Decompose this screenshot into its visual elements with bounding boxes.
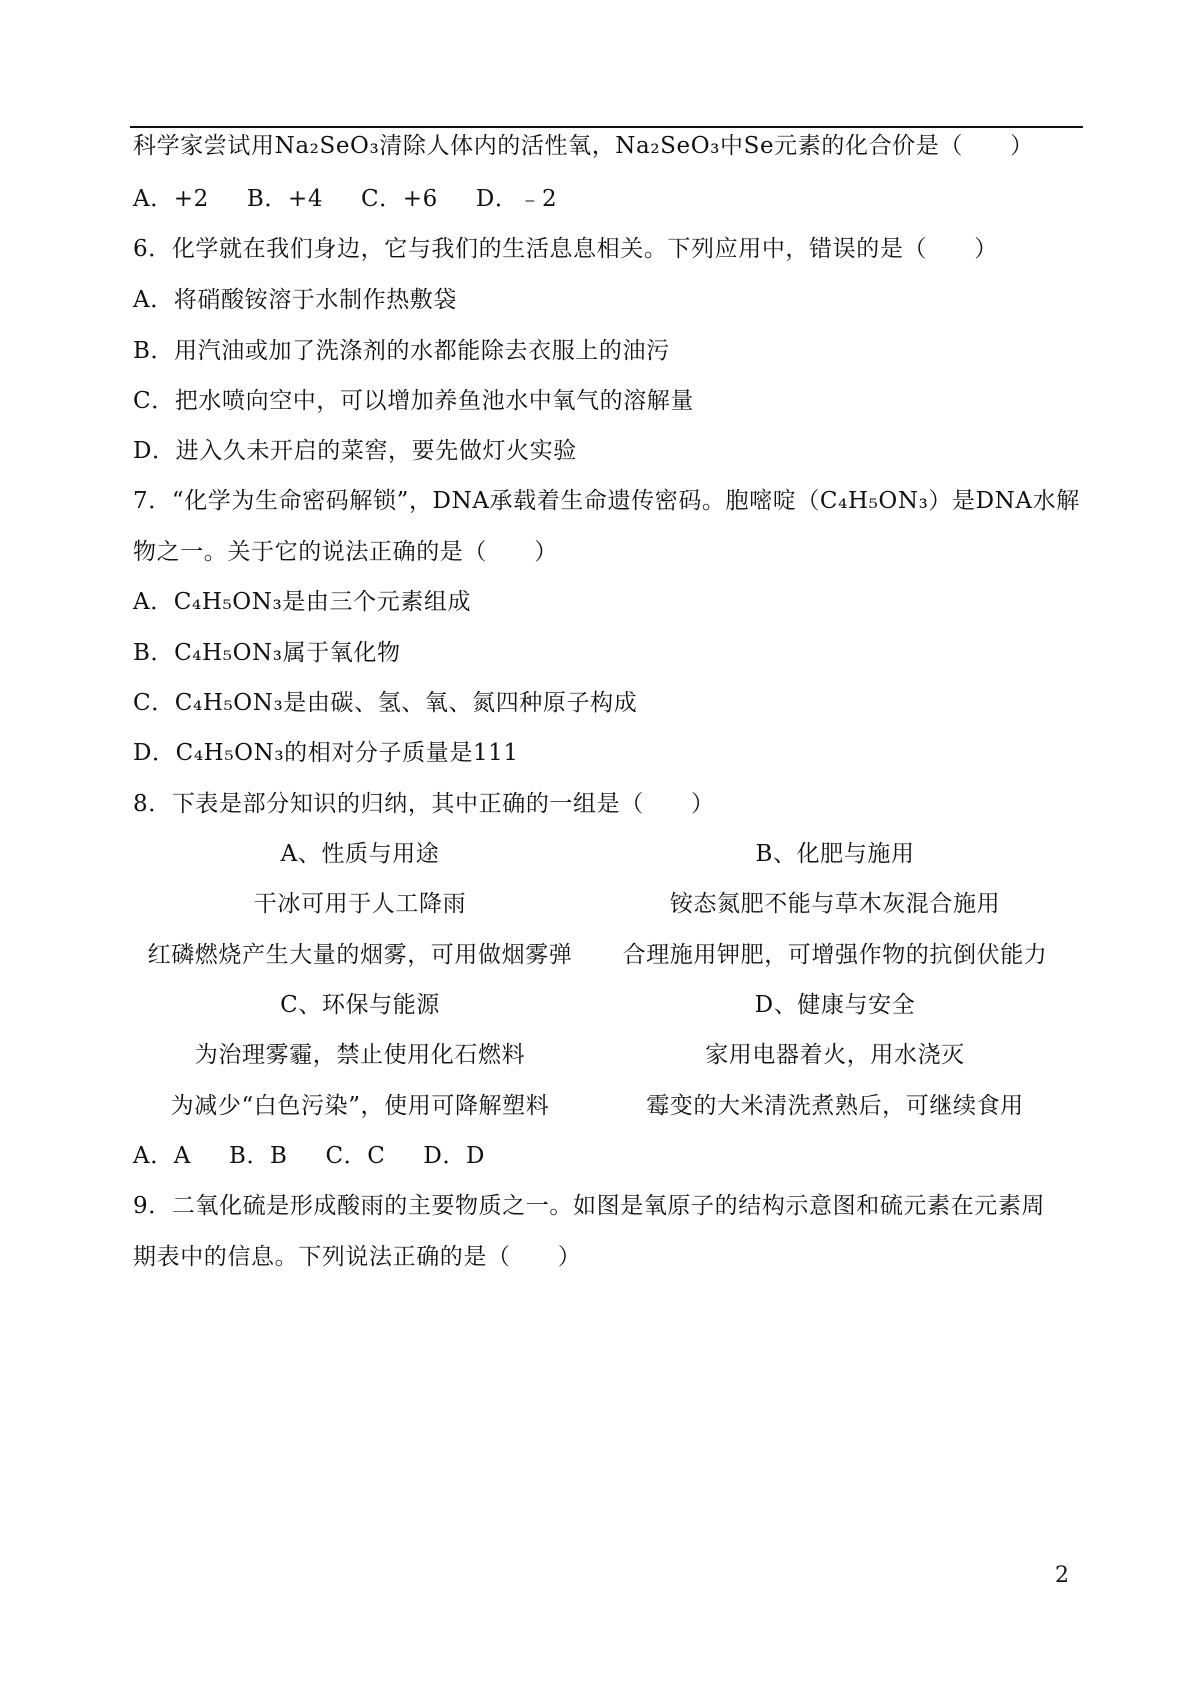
q8-option-c: C．C <box>325 1143 386 1169</box>
q7-stem-line1: 7．“化学为生命密码解锁”，DNA承载着生命遗传密码。胞嘧啶（C₄H₅ON₃）是DNA水解 <box>133 488 1080 514</box>
q5-option-a: A．+2 <box>133 186 209 212</box>
q7-option-a: A．C₄H₅ON₃是由三个元素组成 <box>133 589 472 615</box>
q9-stem-line1: 9．二氧化硫是形成酸雨的主要物质之一。如图是氧原子的结构示意图和硫元素在元素周 <box>133 1193 1046 1219</box>
q9-stem-line2: 期表中的信息。下列说法正确的是（ ） <box>133 1244 582 1270</box>
q7-option-d: D．C₄H₅ON₃的相对分子质量是111 <box>133 740 519 766</box>
q7-stem-line2: 物之一。关于它的说法正确的是（ ） <box>133 539 558 565</box>
table-cell-c1: 为治理雾霾，禁止使用化石燃料 <box>194 1042 526 1068</box>
page-number: 2 <box>1055 1563 1069 1588</box>
table-cell-b1: 铵态氮肥不能与草木灰混合施用 <box>669 891 1001 917</box>
q6-option-a: A．将硝酸铵溶于水制作热敷袋 <box>133 287 458 313</box>
table-cell-c2: 为减少“白色污染”，使用可降解塑料 <box>170 1093 550 1119</box>
q5-stem: 科学家尝试用Na₂SeO₃清除人体内的活性氧，Na₂SeO₃中Se元素的化合价是（ ） <box>133 133 1034 159</box>
table-cell-d1: 家用电器着火，用水浇灭 <box>705 1042 965 1068</box>
q8-stem: 8．下表是部分知识的归纳，其中正确的一组是（ ） <box>133 791 715 817</box>
table-heading-a: A、性质与用途 <box>280 841 440 867</box>
q8-option-d: D．D <box>423 1143 486 1169</box>
table-heading-b: B、化肥与施用 <box>755 841 915 867</box>
q6-option-d: D．进入久未开启的菜窖，要先做灯火实验 <box>133 438 577 464</box>
q8-option-a: A．A <box>133 1143 192 1169</box>
table-heading-d: D、健康与安全 <box>754 992 916 1018</box>
q8-options <box>133 1141 515 1171</box>
table-cell-a1: 干冰可用于人工降雨 <box>253 891 467 917</box>
q5-options <box>133 184 587 214</box>
q8-option-b: B．B <box>228 1143 288 1169</box>
q6-option-b: B．用汽油或加了洗涤剂的水都能除去衣服上的油污 <box>133 338 670 364</box>
q5-option-d: D．﹣2 <box>475 186 558 212</box>
q5-option-c: C．+6 <box>360 186 438 212</box>
header-rule <box>130 126 1083 128</box>
table-heading-c: C、环保与能源 <box>280 992 440 1018</box>
q5-option-b: B．+4 <box>246 186 324 212</box>
table-cell-a2: 红磷燃烧产生大量的烟雾，可用做烟雾弹 <box>147 942 573 968</box>
q7-option-c: C．C₄H₅ON₃是由碳、氢、氧、氮四种原子构成 <box>133 690 638 716</box>
q6-option-c: C．把水喷向空中，可以增加养鱼池水中氧气的溶解量 <box>133 388 694 414</box>
table-cell-d2: 霉变的大米清洗煮熟后，可继续食用 <box>646 1093 1024 1119</box>
table-cell-b2: 合理施用钾肥，可增强作物的抗倒伏能力 <box>622 942 1048 968</box>
q6-stem: 6．化学就在我们身边，它与我们的生活息息相关。下列应用中，错误的是（ ） <box>133 236 998 262</box>
q7-option-b: B．C₄H₅ON₃属于氧化物 <box>133 640 401 666</box>
